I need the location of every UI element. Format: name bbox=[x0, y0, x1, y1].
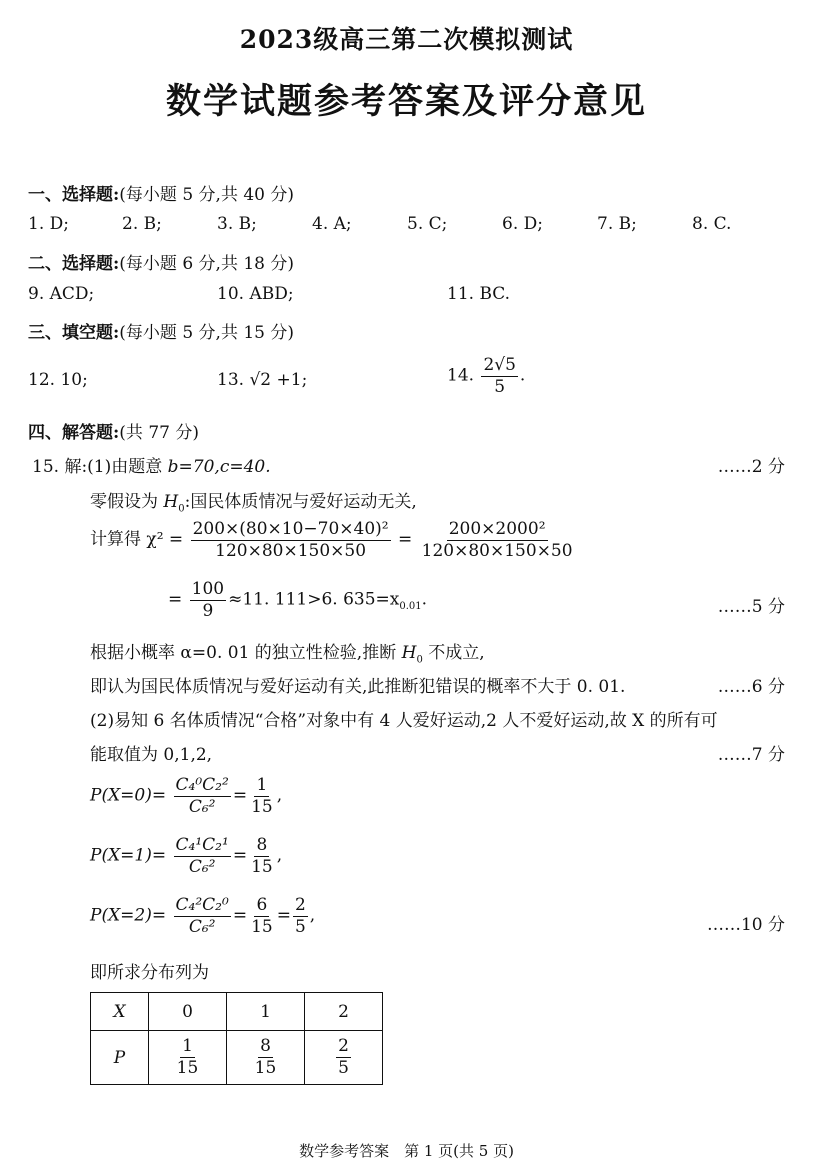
answer-14-numerator: 2√5 bbox=[483, 355, 516, 375]
h0-subscript: 0 bbox=[178, 503, 185, 515]
answer-11: 11. BC. bbox=[447, 284, 511, 304]
section4-note: (共 77 分) bbox=[119, 423, 199, 443]
chi-square-fraction-1 bbox=[191, 520, 391, 560]
prob-x1-comma: , bbox=[276, 845, 283, 866]
prob-x2-value-den: 15 bbox=[251, 916, 273, 937]
chi-square-label: 计算得 χ² = bbox=[90, 529, 184, 550]
answer-9: 9. ACD; bbox=[28, 284, 95, 304]
prob-x0-value-num: 1 bbox=[256, 775, 268, 795]
null-hypothesis-text: :国民体质情况与爱好运动无关, bbox=[184, 492, 417, 512]
prob-x2 bbox=[90, 896, 315, 936]
answer-12: 12. 10; bbox=[28, 370, 88, 390]
answer-14 bbox=[447, 356, 525, 396]
chi-square-result bbox=[168, 580, 427, 620]
independence-test-text: 根据小概率 α=0. 01 的独立性检验,推断 bbox=[90, 643, 402, 663]
prob-x1-value-num: 8 bbox=[256, 835, 268, 855]
prob-x0-comb-num: C₄⁰C₂² bbox=[175, 775, 229, 795]
conclusion: 即认为国民体质情况与爱好运动有关,此推断犯错误的概率不大于 0. 01. bbox=[90, 677, 626, 697]
score-6: ……6 分 bbox=[717, 677, 785, 697]
answer-14-number: 14. bbox=[447, 365, 475, 386]
prob-x2-simplified-num: 2 bbox=[294, 895, 306, 915]
section2-heading bbox=[28, 249, 294, 274]
prob-x1-comb-den: C₆² bbox=[188, 856, 216, 877]
prob-x2-value-num: 6 bbox=[256, 895, 268, 915]
table-prob-0 bbox=[149, 1031, 227, 1085]
prob-x1-value bbox=[249, 836, 275, 876]
prob-x2-comb-num: C₄²C₂⁰ bbox=[175, 895, 229, 915]
h0-symbol-2: H bbox=[401, 643, 417, 663]
prob-x2-simplified-den: 5 bbox=[294, 916, 306, 937]
result-comparison: ≈11. 111>6. 635=x bbox=[228, 589, 400, 610]
answer-7: 7. B; bbox=[597, 214, 637, 234]
q15-given-values: b=70,c=40. bbox=[167, 457, 271, 477]
chi-square-fraction-2 bbox=[420, 520, 575, 560]
prob-x0-value-den: 15 bbox=[251, 796, 273, 817]
answer-2: 2. B; bbox=[122, 214, 162, 234]
section3-note: (每小题 5 分,共 15 分) bbox=[119, 323, 295, 343]
table-prob-2-fraction bbox=[336, 1037, 351, 1077]
section2-title: 二、选择题: bbox=[28, 254, 120, 274]
prob-x1 bbox=[90, 836, 282, 876]
prob-x1-value-den: 15 bbox=[251, 856, 273, 877]
chi-square-numerator-2: 200×2000² bbox=[448, 519, 546, 539]
section3-title: 三、填空题: bbox=[28, 323, 120, 343]
table-prob-0-fraction bbox=[175, 1037, 201, 1077]
chi-square-formula bbox=[90, 520, 577, 560]
table-row bbox=[91, 993, 383, 1031]
answer-10: 10. ABD; bbox=[217, 284, 294, 304]
section4-title: 四、解答题: bbox=[28, 423, 120, 443]
independence-test-end: 不成立, bbox=[422, 643, 485, 663]
prob-x2-simplified bbox=[293, 896, 308, 936]
page-footer: 数学参考答案 第 1 页(共 5 页) bbox=[299, 1142, 514, 1160]
answer-8: 8. C. bbox=[692, 214, 732, 234]
prob-x0 bbox=[90, 776, 282, 816]
prob-x2-value bbox=[249, 896, 275, 936]
result-denominator: 9 bbox=[202, 600, 214, 621]
table-prob-1-num: 8 bbox=[260, 1036, 271, 1057]
result-equals: = bbox=[168, 589, 183, 610]
prob-x0-lhs: P(X=0)= bbox=[90, 785, 167, 806]
answer-4: 4. A; bbox=[312, 214, 352, 234]
h0-symbol: H bbox=[163, 492, 179, 512]
distribution-label: 即所求分布列为 bbox=[90, 963, 209, 983]
prob-x1-comb-num: C₄¹C₂¹ bbox=[175, 835, 229, 855]
answer-13-number: 13. bbox=[217, 370, 245, 390]
table-value-2: 2 bbox=[305, 993, 383, 1031]
answer-5: 5. C; bbox=[407, 214, 448, 234]
null-hypothesis bbox=[90, 487, 417, 514]
section1-note: (每小题 5 分,共 40 分) bbox=[119, 185, 295, 205]
prob-x0-comb-den: C₆² bbox=[188, 796, 216, 817]
result-fraction bbox=[190, 580, 226, 620]
distribution-table bbox=[90, 992, 383, 1085]
answer-13 bbox=[217, 370, 307, 390]
part2-statement: (2)易知 6 名体质情况“合格”对象中有 4 人爱好运动,2 人不爱好运动,故 X 的所有可 bbox=[90, 711, 718, 731]
table-prob-2-num: 2 bbox=[338, 1036, 349, 1057]
prob-x0-combination bbox=[174, 776, 231, 816]
prob-x2-equals-2: = bbox=[276, 905, 291, 926]
h0-subscript-2: 0 bbox=[416, 654, 423, 666]
chi-square-equals: = bbox=[398, 529, 413, 550]
prob-x2-comma: , bbox=[309, 905, 316, 926]
table-row bbox=[91, 1031, 383, 1085]
prob-x0-equals: = bbox=[232, 785, 248, 806]
prob-x2-comb-den: C₆² bbox=[188, 916, 216, 937]
chi-square-numerator-1: 200×(80×10−70×40)² bbox=[192, 519, 389, 539]
table-prob-1-den: 15 bbox=[254, 1058, 277, 1078]
section2-note: (每小题 6 分,共 18 分) bbox=[119, 254, 295, 274]
answer-14-denominator: 5 bbox=[494, 376, 506, 397]
table-value-1: 1 bbox=[227, 993, 305, 1031]
section4-heading bbox=[28, 418, 199, 443]
prob-x1-equals: = bbox=[232, 845, 248, 866]
exam-series-title: 2023级高三第二次模拟测试 bbox=[239, 25, 574, 54]
table-prob-2 bbox=[305, 1031, 383, 1085]
table-prob-0-den: 15 bbox=[176, 1058, 199, 1078]
critical-value-subscript: 0.01 bbox=[399, 601, 422, 613]
section3-heading bbox=[28, 318, 294, 343]
chi-square-denominator-2: 120×80×150×50 bbox=[421, 540, 573, 561]
answer-6: 6. D; bbox=[502, 214, 543, 234]
prob-x1-combination bbox=[174, 836, 231, 876]
score-10: ……10 分 bbox=[706, 915, 785, 935]
section1-title: 一、选择题: bbox=[28, 185, 120, 205]
q15-intro: 15. 解:(1)由题意 bbox=[32, 457, 168, 477]
document-title: 数学试题参考答案及评分意见 bbox=[165, 81, 647, 122]
table-prob-2-den: 5 bbox=[338, 1058, 349, 1078]
q15-part1-given bbox=[32, 452, 271, 477]
section1-heading bbox=[28, 180, 294, 205]
part2-values: 能取值为 0,1,2, bbox=[90, 745, 213, 765]
score-5: ……5 分 bbox=[717, 597, 785, 617]
answer-1: 1. D; bbox=[28, 214, 69, 234]
table-value-0: 0 bbox=[149, 993, 227, 1031]
score-2: ……2 分 bbox=[717, 457, 785, 477]
result-period: . bbox=[421, 589, 428, 610]
prob-x2-equals: = bbox=[232, 905, 248, 926]
prob-x2-combination bbox=[174, 896, 231, 936]
answer-14-fraction bbox=[481, 356, 517, 396]
chi-square-denominator-1: 120×80×150×50 bbox=[215, 540, 367, 561]
table-header-x: X bbox=[91, 993, 149, 1031]
table-prob-1 bbox=[227, 1031, 305, 1085]
table-prob-0-num: 1 bbox=[182, 1036, 193, 1057]
result-numerator: 100 bbox=[191, 579, 225, 599]
answer-3: 3. B; bbox=[217, 214, 257, 234]
answer-14-period: . bbox=[519, 365, 526, 386]
independence-test bbox=[90, 638, 485, 665]
table-prob-1-fraction bbox=[253, 1037, 279, 1077]
score-7: ……7 分 bbox=[717, 745, 785, 765]
prob-x2-lhs: P(X=2)= bbox=[90, 905, 167, 926]
null-hypothesis-prefix: 零假设为 bbox=[90, 492, 164, 512]
prob-x0-comma: , bbox=[276, 785, 283, 806]
prob-x0-value bbox=[249, 776, 275, 816]
answer-13-expression: √2 +1; bbox=[249, 370, 308, 390]
table-header-p: P bbox=[91, 1031, 149, 1085]
prob-x1-lhs: P(X=1)= bbox=[90, 845, 167, 866]
